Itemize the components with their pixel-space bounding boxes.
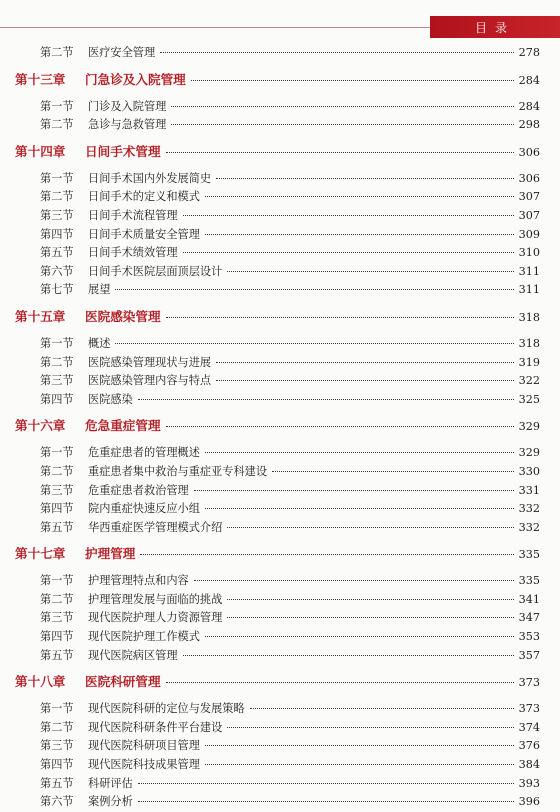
page-number: 309: [518, 227, 540, 241]
dot-leader: [183, 655, 514, 656]
table-of-contents: [0, 38, 560, 812]
page-number: 325: [518, 392, 540, 406]
page-number: 329: [518, 446, 540, 460]
dot-leader: [138, 399, 514, 400]
section-title: 现代医院病区管理: [88, 648, 178, 662]
section-title: 现代医院科研条件平台建设: [88, 720, 223, 734]
toc-chapter-row[interactable]: [0, 69, 560, 91]
toc-section-row[interactable]: [0, 756, 560, 775]
section-number: 第四节: [40, 227, 74, 241]
toc-section-row[interactable]: [0, 281, 560, 300]
section-number: 第二节: [40, 720, 74, 734]
page-number: 373: [518, 676, 540, 690]
dot-leader: [115, 289, 513, 290]
toc-section-row[interactable]: [0, 500, 560, 519]
toc-section-row[interactable]: [0, 244, 560, 263]
header-band: [430, 16, 560, 38]
section-title: 日间手术的定义和模式: [88, 190, 200, 204]
section-title: 日间手术绩效管理: [88, 246, 178, 260]
section-number: 第一节: [40, 702, 74, 716]
section-title: 日间手术国内外发展简史: [88, 171, 212, 185]
toc-section-row[interactable]: [0, 391, 560, 410]
section-number: 第二节: [40, 464, 74, 478]
toc-section-row[interactable]: [0, 775, 560, 794]
section-title: 现代医院护理工作模式: [88, 630, 200, 644]
section-title: 医院感染管理现状与进展: [88, 355, 212, 369]
section-title: 日间手术质量安全管理: [88, 227, 200, 241]
toc-section-row[interactable]: [0, 335, 560, 354]
toc-chapter-row[interactable]: [0, 671, 560, 693]
dot-leader: [194, 580, 514, 581]
chapter-number: 第十八章: [15, 674, 66, 690]
page-number: 318: [518, 336, 540, 350]
dot-leader: [171, 106, 513, 107]
page-number: 330: [518, 464, 540, 478]
section-number: 第一节: [40, 574, 74, 588]
toc-section-row[interactable]: [0, 44, 560, 63]
section-number: 第三节: [40, 374, 74, 388]
header-label: 目录: [474, 20, 515, 35]
chapter-title: 医院科研管理: [85, 674, 161, 690]
section-number: 第一节: [40, 99, 74, 113]
page-number: 306: [518, 145, 540, 159]
dot-leader: [205, 764, 514, 765]
section-number: 第三节: [40, 739, 74, 753]
section-number: 第二节: [40, 190, 74, 204]
section-title: 现代医院科研项目管理: [88, 739, 200, 753]
section-number: 第五节: [40, 648, 74, 662]
toc-section-row[interactable]: [0, 700, 560, 719]
section-title: 科研评估: [88, 776, 133, 790]
toc-section-row[interactable]: [0, 519, 560, 538]
section-title: 护理管理发展与面临的挑战: [88, 592, 223, 606]
section-number: 第五节: [40, 776, 74, 790]
section-number: 第四节: [40, 630, 74, 644]
toc-section-row[interactable]: [0, 98, 560, 117]
toc-chapter-row[interactable]: [0, 415, 560, 437]
dot-leader: [205, 745, 514, 746]
section-number: 第一节: [40, 336, 74, 350]
toc-section-row[interactable]: [0, 263, 560, 282]
dot-leader: [227, 599, 513, 600]
section-title: 护理管理特点和内容: [88, 574, 189, 588]
section-number: 第五节: [40, 520, 74, 534]
page-number: 329: [518, 420, 540, 434]
section-number: 第二节: [40, 118, 74, 132]
toc-section-row[interactable]: [0, 647, 560, 666]
dot-leader: [216, 178, 514, 179]
section-number: 第四节: [40, 502, 74, 516]
chapter-title: 日间手术管理: [85, 143, 161, 159]
section-number: 第一节: [40, 446, 74, 460]
section-title: 现代医院科研的定位与发展策略: [88, 702, 245, 716]
page-number: 332: [518, 502, 540, 516]
dot-leader: [166, 317, 514, 318]
toc-section-row[interactable]: [0, 591, 560, 610]
section-title: 重症患者集中救治与重症亚专科建设: [88, 464, 268, 478]
dot-leader: [166, 682, 514, 683]
page-number: 310: [518, 246, 540, 260]
section-number: 第二节: [40, 355, 74, 369]
toc-section-row[interactable]: [0, 482, 560, 501]
dot-leader: [140, 554, 513, 555]
section-title: 概述: [88, 336, 111, 350]
page-number: 284: [518, 99, 540, 113]
page-number: 341: [518, 592, 540, 606]
page-number: 384: [518, 758, 540, 772]
toc-section-row[interactable]: [0, 354, 560, 373]
toc-section-row[interactable]: [0, 793, 560, 812]
page-number: 357: [518, 648, 540, 662]
section-number: 第一节: [40, 171, 74, 185]
page-number: 319: [518, 355, 540, 369]
section-number: 第四节: [40, 758, 74, 772]
page-number: 307: [518, 190, 540, 204]
page-number: 335: [518, 548, 540, 562]
section-title: 医院感染: [88, 392, 133, 406]
page-number: 298: [518, 118, 540, 132]
chapter-title: 门急诊及入院管理: [85, 71, 186, 87]
section-title: 案例分析: [88, 795, 133, 809]
section-number: 第三节: [40, 611, 74, 625]
section-title: 医院感染管理内容与特点: [88, 374, 212, 388]
toc-section-row[interactable]: [0, 170, 560, 189]
page-number: 278: [518, 46, 540, 59]
section-number: 第四节: [40, 392, 74, 406]
dot-leader: [216, 362, 514, 363]
toc-section-row[interactable]: [0, 188, 560, 207]
section-title: 门诊及入院管理: [88, 99, 167, 113]
chapter-title: 危急重症管理: [85, 418, 161, 434]
dot-leader: [227, 527, 513, 528]
section-title: 院内重症快速反应小组: [88, 502, 200, 516]
dot-leader: [216, 380, 514, 381]
chapter-number: 第十四章: [15, 143, 66, 159]
section-number: 第二节: [40, 592, 74, 606]
toc-section-row[interactable]: [0, 226, 560, 245]
dot-leader: [166, 426, 514, 427]
section-number: 第六节: [40, 795, 74, 809]
page-number: 331: [518, 483, 540, 497]
toc-section-row[interactable]: [0, 207, 560, 226]
dot-leader: [183, 215, 514, 216]
section-title: 华西重症医学管理模式介绍: [88, 520, 223, 534]
section-title: 医疗安全管理: [88, 46, 156, 59]
section-number: 第二节: [40, 46, 74, 59]
toc-section-row[interactable]: [0, 463, 560, 482]
toc-chapter-row[interactable]: [0, 306, 560, 328]
page-number: 318: [518, 310, 540, 324]
dot-leader: [205, 196, 514, 197]
header-rule: [0, 27, 430, 28]
dot-leader: [138, 801, 514, 802]
toc-section-row[interactable]: [0, 116, 560, 135]
dot-leader: [205, 234, 514, 235]
dot-leader: [227, 617, 513, 618]
page-number: 307: [518, 208, 540, 222]
page-number: 376: [518, 739, 540, 753]
dot-leader: [171, 124, 513, 125]
dot-leader: [205, 452, 514, 453]
dot-leader: [227, 271, 513, 272]
dot-leader: [183, 252, 514, 253]
page-number: 284: [518, 73, 540, 87]
chapter-number: 第十七章: [15, 546, 66, 562]
page-number: 306: [518, 171, 540, 185]
dot-leader: [250, 708, 514, 709]
chapter-number: 第十六章: [15, 418, 66, 434]
page-number: 373: [518, 702, 540, 716]
section-title: 危重症患者救治管理: [88, 483, 189, 497]
chapter-number: 第十三章: [15, 71, 66, 87]
toc-section-row[interactable]: [0, 628, 560, 647]
dot-leader: [160, 52, 514, 53]
section-title: 展望: [88, 283, 111, 297]
page-number: 374: [518, 720, 540, 734]
section-title: 急诊与急救管理: [88, 118, 167, 132]
page-number: 347: [518, 611, 540, 625]
section-title: 日间手术流程管理: [88, 208, 178, 222]
page-number: 332: [518, 520, 540, 534]
page-number: 353: [518, 630, 540, 644]
toc-section-row[interactable]: [0, 572, 560, 591]
dot-leader: [227, 727, 513, 728]
toc-section-row[interactable]: [0, 444, 560, 463]
dot-leader: [205, 508, 514, 509]
section-title: 危重症患者的管理概述: [88, 446, 200, 460]
toc-section-row[interactable]: [0, 372, 560, 391]
dot-leader: [272, 471, 514, 472]
dot-leader: [205, 636, 514, 637]
section-number: 第五节: [40, 246, 74, 260]
toc-section-row[interactable]: [0, 737, 560, 756]
page-number: 311: [518, 283, 540, 297]
chapter-title: 护理管理: [85, 546, 136, 562]
dot-leader: [115, 343, 513, 344]
toc-section-row[interactable]: [0, 609, 560, 628]
section-title: 现代医院科技成果管理: [88, 758, 200, 772]
dot-leader: [191, 80, 514, 81]
section-title: 现代医院护理人力资源管理: [88, 611, 223, 625]
dot-leader: [194, 490, 514, 491]
dot-leader: [138, 783, 514, 784]
chapter-title: 医院感染管理: [85, 308, 161, 324]
section-number: 第三节: [40, 483, 74, 497]
toc-section-row[interactable]: [0, 719, 560, 738]
page-number: 311: [518, 264, 540, 278]
chapter-number: 第十五章: [15, 308, 66, 324]
section-number: 第三节: [40, 208, 74, 222]
section-number: 第七节: [40, 283, 74, 297]
page-number: 393: [518, 776, 540, 790]
section-title: 日间手术医院层面顶层设计: [88, 264, 223, 278]
page-number: 322: [518, 374, 540, 388]
page-number: 396: [518, 795, 540, 809]
toc-chapter-row[interactable]: [0, 543, 560, 565]
page-number: 335: [518, 574, 540, 588]
toc-chapter-row[interactable]: [0, 141, 560, 163]
dot-leader: [166, 152, 514, 153]
section-number: 第六节: [40, 264, 74, 278]
